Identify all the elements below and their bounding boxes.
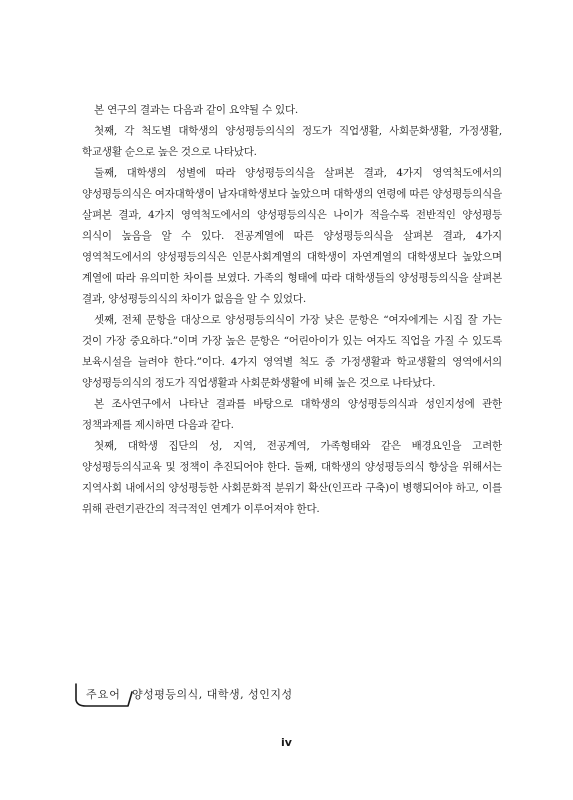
page-number: iv (281, 736, 292, 749)
finding-third-paragraph: 셋째, 전체 문항을 대상으로 양성평등의식이 가장 낮은 문항은 “여자에게는 시집 잘 가는 것이 가장 중요하다.”이며 가장 높은 문항은 “어린아이가 있는 여자도 직업을 가질 수 있도록 보육시설을 늘려야 한다.”이다. 4가지 영역별 척도 중 가정생활과 학교생활의 영역에서의 양성평등의식의 정도가 직업생활과 사회문화생활에 비해 높은 것으로 나타났다. (82, 314, 502, 389)
keywords-text: 양성평등의식, 대학생, 성인지성 (132, 688, 293, 701)
policy-intro-paragraph: 본 조사연구에서 나타난 결과를 바탕으로 대학생의 양성평등의식과 성인지성에 관한 정책과제를 제시하면 다음과 같다. (82, 398, 502, 431)
finding-second-paragraph: 둘째, 대학생의 성별에 따라 양성평등의식을 살펴본 결과, 4가지 영역척도에서의 양성평등의식은 여자대학생이 남자대학생보다 높았으며 대학생의 연령에 따른 양성평등의식을 살펴본 결과, 4가지 영역척도에서의 양성평등의식은 나이가 적을수록 전반적인 양성평등 의식이 높음을 알 수 있다. 전공계열에 따른 양성평등의식을 살펴본 결과, 4가지 영역척도에서의 양성평등의식은 인문사회계열의 대학생이 자연계열의 대학생보다 높았으며 계열에 따라 유의미한 차이를 보였다. 가족의 형태에 따라 대학생들의 양성평등의식을 살펴본 결과, 양성평등의식의 차이가 없음을 알 수 있었다. (82, 167, 502, 305)
abstract-body (82, 100, 502, 520)
finding-first-paragraph: 첫째, 각 척도별 대학생의 양성평등의식의 정도가 직업생활, 사회문화생활, 가정생활, 학교생활 순으로 높은 것으로 나타났다. (82, 125, 502, 158)
policy-tasks-paragraph: 첫째, 대학생 집단의 성, 지역, 전공계역, 가족형태와 같은 배경요인을 고려한 양성평등의식교육 및 정책이 추진되어야 한다. 둘째, 대학생의 양성평등의식 향상을 위해서는 지역사회 내에서의 양성평등한 사회문화적 분위기 확산(인프라 구축)이 병행되어야 하고, 이를 위해 관련기관간의 적극적인 연계가 이루어져야 한다. (82, 440, 502, 515)
summary-intro-paragraph: 본 연구의 결과는 다음과 같이 요약될 수 있다. (94, 104, 299, 116)
keywords-section (72, 680, 512, 710)
keywords-label: 주요어 (86, 688, 121, 701)
